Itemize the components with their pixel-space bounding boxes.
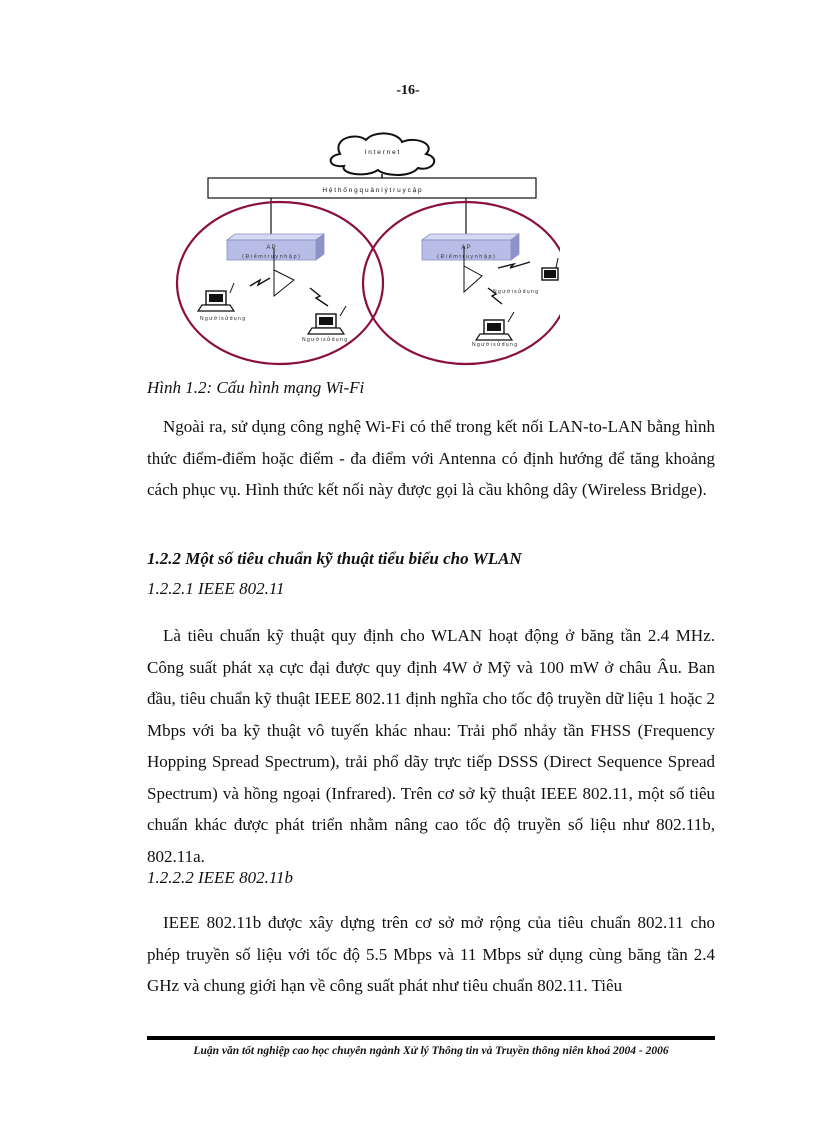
user-label-1: N g ư ờ i s ử d ụ n g: [200, 316, 245, 322]
wifi-network-diagram: [170, 128, 560, 368]
laptop-icon: [198, 283, 245, 322]
user-label-4: N g ư ờ i s ử d ụ n g: [472, 342, 517, 348]
paragraph-wireless-bridge: Ngoài ra, sử dụng công nghệ Wi-Fi có thể trong kết nối LAN-to-LAN bằng hình thức điểm-điểm hoặc điểm - đa điểm với Antenna có định hướng để tăng khoảng cách phục vụ. Hình thức kết nối này được gọi là cầu không dây (Wireless Bridge).: [147, 417, 715, 499]
footer-text: Luận văn tốt nghiệp cao học chuyên ngành Xử lý Thông tin và Truyền thông niên khoá 2004 - 2006: [193, 1045, 669, 1057]
internet-label: I n t e r n e t: [364, 149, 400, 156]
laptop-icon: [472, 312, 517, 348]
paragraph-ieee-80211b: IEEE 802.11b được xây dựng trên cơ sở mở rộng của tiêu chuẩn 802.11 cho phép truyền số liệu với tốc độ 5.5 Mbps và 11 Mbps sử dụng cùng băng tần 2.4 GHz và chung giới hạn về công suất phát như tiêu chuẩn 802.11. Tiêu: [147, 913, 715, 995]
ap-right-title: A P: [461, 245, 471, 251]
user-label-2: N g ư ờ i s ử d ụ n g: [302, 337, 347, 343]
wireless-signal-icon: [250, 262, 530, 306]
ap-right-subtitle: ( Đ i ể m t r u y n h ậ p ): [437, 254, 495, 260]
footer-rule: [147, 1036, 715, 1040]
page-number: -16-: [396, 83, 420, 98]
ap-left-subtitle: ( Đ i ể m t r u y n h ậ p ): [242, 254, 300, 260]
subsection-heading-80211b: 1.2.2.2 IEEE 802.11b: [147, 868, 294, 887]
paragraph-ieee-80211: Là tiêu chuẩn kỹ thuật quy định cho WLAN hoạt động ở băng tần 2.4 MHz. Công suất phát xạ cực đại được quy định 4W ở Mỹ và 100 mW ở châu Âu. Ban đầu, tiêu chuẩn kỹ thuật IEEE 802.11 định nghĩa cho tốc độ truyền dữ liệu 1 hoặc 2 Mbps với ba kỹ thuật vô tuyến khác nhau: Trải phổ nhảy tần FHSS (Frequency Hopping Spread Spectrum), trải phổ dãy trực tiếp DSSS (Direct Sequence Spread Spectrum) và hồng ngoại (Infrared). Trên cơ sở kỹ thuật IEEE 802.11, một số tiêu chuẩn khác được phát triển nhằm nâng cao tốc độ truyền số liệu như 802.11b, 802.11a.: [147, 626, 715, 866]
access-management-bar: [208, 178, 536, 198]
internet-cloud: [331, 133, 435, 175]
ap-left-title: A P: [266, 245, 276, 251]
access-point-left: [227, 234, 324, 260]
access-point-right: [422, 234, 519, 260]
section-heading: 1.2.2 Một số tiêu chuẩn kỹ thuật tiểu biểu cho WLAN: [147, 549, 522, 568]
laptop-icon: [302, 306, 347, 343]
figure-caption: Hình 1.2: Cấu hình mạng Wi-Fi: [147, 378, 365, 397]
subsection-heading-80211: 1.2.2.1 IEEE 802.11: [147, 579, 285, 598]
cell-circle-right: [363, 202, 560, 364]
user-label-3: N g ư ờ i s ử d ụ n g: [493, 289, 538, 295]
access-management-label: H ệ t h ố n g q u ả n l ý t r u y c ậ p: [322, 187, 422, 194]
